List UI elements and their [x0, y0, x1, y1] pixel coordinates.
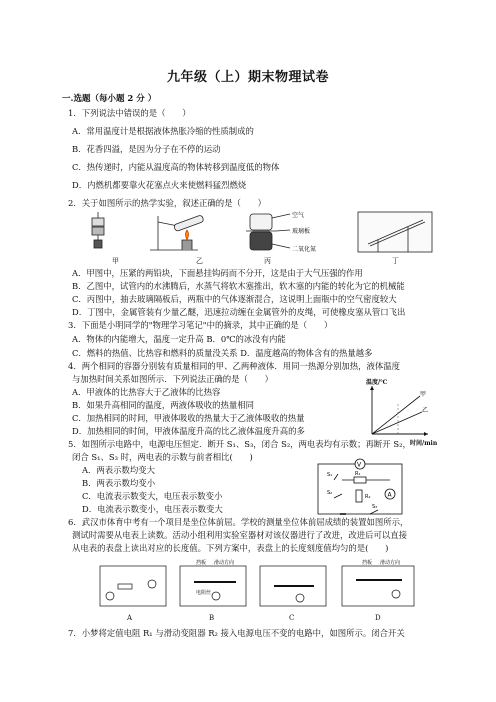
- q2-figure-jia: [92, 212, 104, 248]
- q1-option-d: D．内燃机都要靠火花塞点火来使燃料猛烈燃烧: [72, 180, 247, 190]
- q1-option-c: C．热传递时，内能从温度高的物体转移到温度低的物体: [72, 162, 280, 172]
- q2-fig-label-jia: 甲: [112, 257, 119, 265]
- q2-stem: 2．关于如图所示的热学实验，叙述正确的是（ ）: [68, 198, 266, 208]
- q5-stem-line2: 闭合 S₁、S₃ 时，两电表的示数与前者相比( ): [72, 452, 253, 462]
- q1-option-a: A．常用温度计是根据液体热胀冷缩的性质制成的: [72, 126, 254, 136]
- q2-fig-label-yi: 乙: [196, 257, 203, 265]
- q2-option-d: D．丁图中，金属管装有少量乙醚，迅速拉动缠在金属管外的皮绳，可使橡皮塞从管口飞出: [72, 307, 406, 317]
- q5-s3-label: S₃: [372, 504, 378, 510]
- q5-voltmeter-label: V: [357, 461, 362, 469]
- q5-option-d: D．电流表示数变小，电压表示数变大: [82, 504, 223, 514]
- q2-figure-yi: [150, 215, 204, 250]
- q2-option-a: A．甲图中，压紧的两铅块，下面悬挂钩码而不分开，这是由于大气压强的作用: [72, 268, 363, 278]
- q2-option-b: B．乙图中，试管内的水沸腾后，水蒸气将软木塞推出，软木塞的内能的转化为它的机械能: [72, 281, 405, 291]
- q3-options-cd: C．燃料的热值、比热容和燃料的质量没关系 D．温度越高的物体含有的热量越多: [72, 348, 373, 358]
- q6-b-direction-label: 滑动方向: [214, 560, 235, 566]
- q6-d-direction-label: 滑动方向: [380, 560, 401, 566]
- q6-b-wire-label: 电阻丝: [196, 590, 212, 596]
- q3-options-ab: A．物体的内能增大，温度一定升高 B．0℃的冰没有内能: [72, 334, 286, 344]
- q5-option-b: B．两表示数均变小: [82, 478, 156, 488]
- q5-option-a: A．两表示数均变大: [82, 465, 156, 475]
- q4-series-yi-line: [372, 412, 422, 434]
- q1-option-b: B．花香四溢，是因为分子在不停的运动: [72, 144, 221, 154]
- q7-stem: 7．小梦将定值电阻 R₁ 与滑动变阻器 R₂ 接入电源电压不变的电路中，如图所示。闭合开关: [68, 628, 405, 638]
- q6-letter-d: D: [375, 614, 381, 622]
- q5-circuit-diagram: [312, 452, 408, 518]
- q4-temperature-graph: [366, 382, 432, 440]
- q5-option-c: C．电流表示数变大，电压表示数变小: [82, 491, 223, 501]
- q6-letter-c: C: [289, 614, 295, 622]
- q1-stem: 1．下列说法中错误的是（ ）: [68, 108, 191, 118]
- q2-figure: [78, 210, 438, 256]
- q5-s1-label: S₁: [327, 472, 333, 478]
- q4-series-jia-label: 甲: [420, 391, 427, 398]
- q4-option-a: A．甲液体的比热容大于乙液体的比热容: [72, 387, 221, 397]
- q4-series-yi-label: 乙: [422, 407, 429, 414]
- q6-b-baffle-label: 挡板: [196, 560, 207, 566]
- q4-stem-line1: 4．两个相同的容器分别装有质量相同的甲、乙两种液体．用同一热源分别加热，液体温度: [68, 361, 400, 371]
- q2-label-air: 空气: [292, 212, 305, 219]
- q4-stem-line2: 与加热时间关系如图所示．下列说法正确的是（ ）: [72, 374, 273, 384]
- q4-graph-ylabel: 温度/℃: [366, 379, 388, 386]
- q4-series-jia-line: [372, 396, 420, 434]
- q6-stem-line2: 测试时需要从电表上读数。活动小组利用实验室器材对该仪器进行了改进，改进后可以直接: [72, 530, 407, 540]
- q5-ammeter-label: A: [387, 491, 392, 499]
- q2-label-no2: 二氧化氮: [292, 246, 317, 253]
- q2-label-glass: 玻璃板: [292, 228, 311, 235]
- q3-stem: 3．下面是小明同学的"物理学习笔记"中的摘录，其中正确的是（ ）: [68, 320, 333, 330]
- q5-s2-label: S₂: [327, 490, 333, 496]
- q2-figure-bing: [246, 214, 290, 250]
- q5-r1-label: R₁: [355, 471, 361, 477]
- q6-d-baffle-label: 挡板: [362, 560, 373, 566]
- q2-fig-label-bing: 丙: [264, 257, 271, 265]
- q4-option-c: C．加热相同的时间，甲液体吸收的热量大于乙液体吸收的热量: [72, 413, 305, 423]
- q4-option-b: B．如果升高相同的温度，两液体吸收的热量相同: [72, 400, 255, 410]
- q2-fig-label-ding: 丁: [392, 257, 399, 265]
- section-heading: 一.选题（每小题 2 分 ）: [62, 94, 157, 104]
- q5-r2-label: R₂: [365, 494, 371, 500]
- page-title: 九年级（上）期末物理试卷: [166, 70, 329, 85]
- q5-stem-line1: 5．如图所示电路中，电源电压恒定．断开 S₁、S₃，闭合 S₂，两电表均有示数；再断开 S₂，: [68, 439, 411, 449]
- q6-letter-a: A: [127, 614, 133, 622]
- q2-option-c: C．丙图中，抽去玻璃隔板后，两瓶中的气体逐渐混合，这说明上面瓶中的空气密度较大: [72, 294, 397, 304]
- q6-letter-b: B: [209, 614, 215, 622]
- q6-stem-line1: 6．武汉市体育中考有一个项目是坐位体前屈。学校的测量坐位体前屈成绩的装置如图所示，: [68, 517, 409, 527]
- q6-stem-line3: 从电表的表盘上读出对应的长度值。下列方案中，表盘上的长度刻度值均匀的是( ): [72, 543, 389, 553]
- q4-option-d: D．加热相同的时间，甲液体温度升高的比乙液体温度升高的多: [72, 426, 305, 436]
- q4-graph-xlabel: 时间/min: [410, 440, 438, 447]
- q6-options-figure: [96, 558, 420, 614]
- q2-figure-ding: [358, 212, 432, 252]
